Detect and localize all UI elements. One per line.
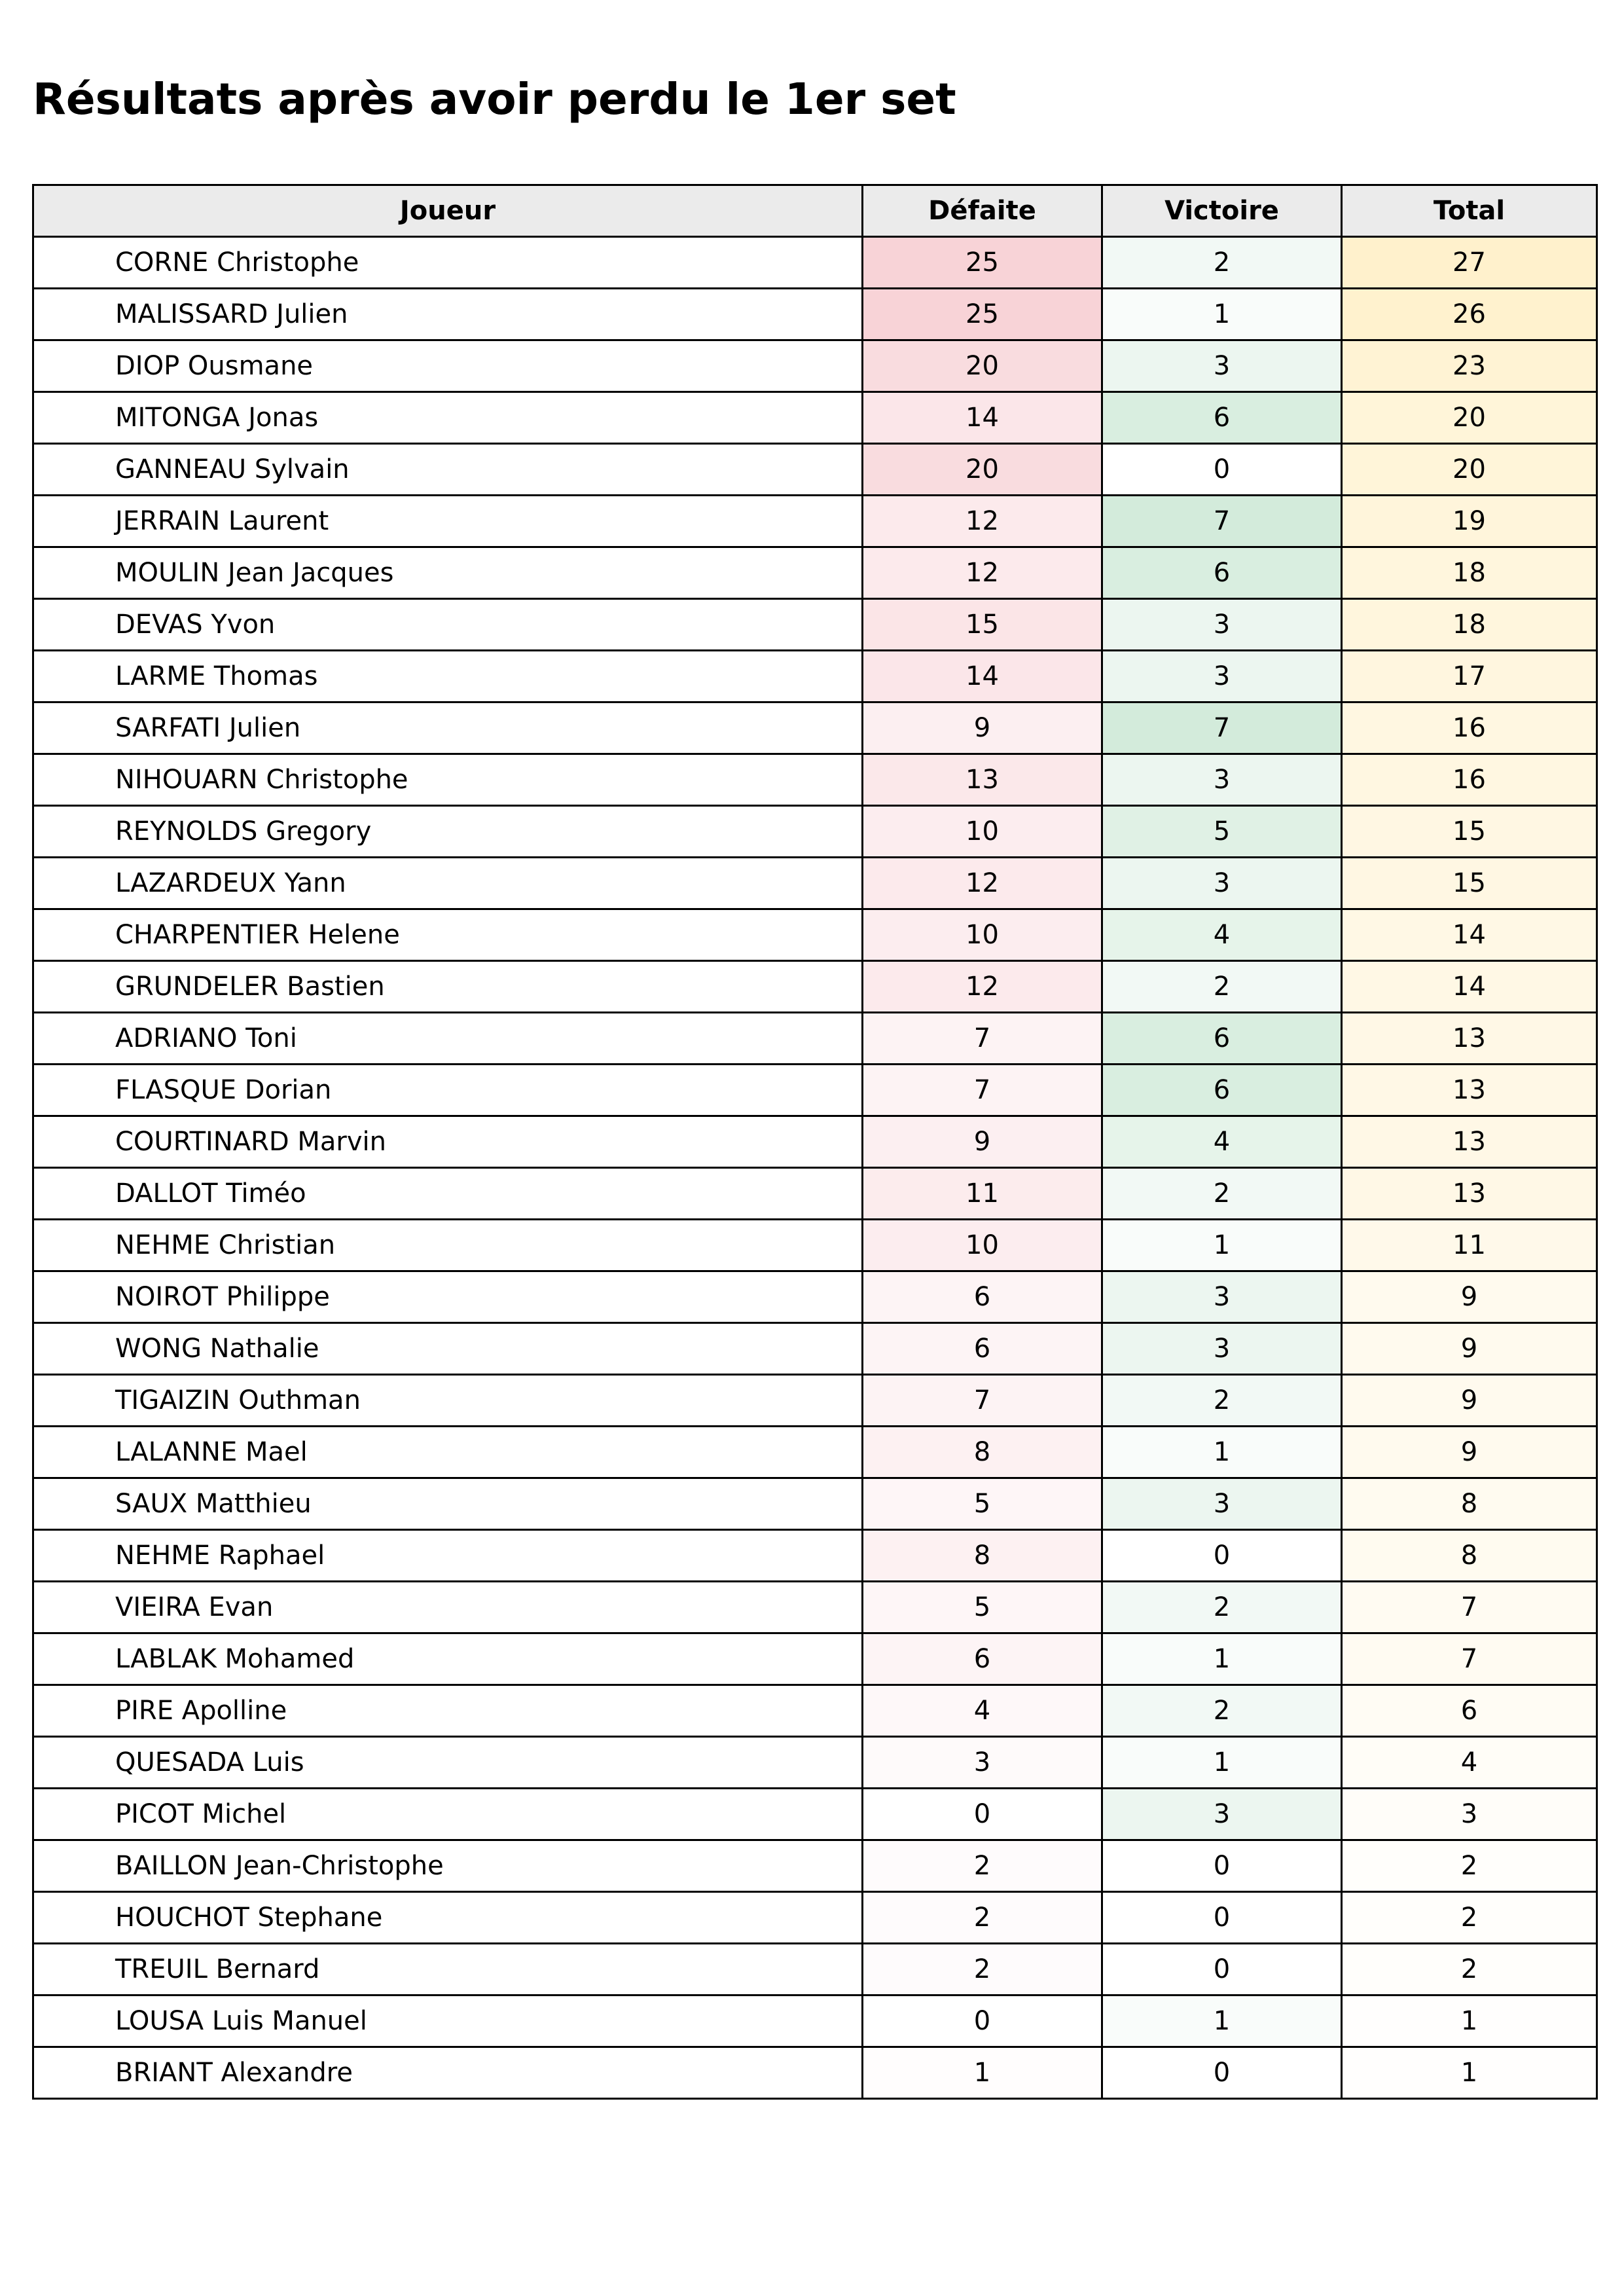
defeat-cell: 20 — [863, 340, 1102, 392]
page-title: Résultats après avoir perdu le 1er set — [33, 74, 956, 124]
player-cell: CHARPENTIER Helene — [33, 909, 863, 961]
defeat-cell: 13 — [863, 754, 1102, 806]
defeat-cell: 1 — [863, 2047, 1102, 2099]
total-cell: 20 — [1342, 444, 1597, 496]
table-row — [33, 1323, 1597, 1375]
defeat-cell: 2 — [863, 1892, 1102, 1944]
defeat-cell: 8 — [863, 1427, 1102, 1478]
player-cell: NOIROT Philippe — [33, 1271, 863, 1323]
player-cell: QUESADA Luis — [33, 1737, 863, 1789]
victory-cell: 0 — [1102, 444, 1342, 496]
table-row — [33, 1737, 1597, 1789]
victory-cell: 3 — [1102, 340, 1342, 392]
player-cell: JERRAIN Laurent — [33, 496, 863, 547]
table-row — [33, 1530, 1597, 1582]
table-row — [33, 909, 1597, 961]
victory-cell: 2 — [1102, 1582, 1342, 1633]
player-cell: MALISSARD Julien — [33, 289, 863, 340]
defeat-cell: 10 — [863, 909, 1102, 961]
defeat-cell: 12 — [863, 496, 1102, 547]
defeat-cell: 12 — [863, 858, 1102, 909]
header-defeat: Défaite — [863, 185, 1102, 237]
table-row — [33, 1220, 1597, 1271]
total-cell: 3 — [1342, 1789, 1597, 1840]
total-cell: 9 — [1342, 1323, 1597, 1375]
defeat-cell: 9 — [863, 1116, 1102, 1168]
victory-cell: 0 — [1102, 1840, 1342, 1892]
victory-cell: 6 — [1102, 392, 1342, 444]
table-row — [33, 496, 1597, 547]
player-cell: NEHME Christian — [33, 1220, 863, 1271]
table-row — [33, 1116, 1597, 1168]
victory-cell: 0 — [1102, 2047, 1342, 2099]
victory-cell: 6 — [1102, 1013, 1342, 1065]
player-cell: LOUSA Luis Manuel — [33, 1995, 863, 2047]
player-cell: NEHME Raphael — [33, 1530, 863, 1582]
table-row — [33, 1065, 1597, 1116]
total-cell: 19 — [1342, 496, 1597, 547]
defeat-cell: 12 — [863, 961, 1102, 1013]
player-cell: DALLOT Timéo — [33, 1168, 863, 1220]
total-cell: 2 — [1342, 1944, 1597, 1995]
header-player: Joueur — [33, 185, 863, 237]
table-row — [33, 289, 1597, 340]
defeat-cell: 14 — [863, 651, 1102, 702]
victory-cell: 0 — [1102, 1530, 1342, 1582]
defeat-cell: 7 — [863, 1375, 1102, 1427]
header-total: Total — [1342, 185, 1597, 237]
total-cell: 8 — [1342, 1530, 1597, 1582]
total-cell: 18 — [1342, 547, 1597, 599]
player-cell: NIHOUARN Christophe — [33, 754, 863, 806]
victory-cell: 6 — [1102, 547, 1342, 599]
results-table — [32, 184, 1598, 2100]
table-body — [33, 237, 1597, 2099]
total-cell: 2 — [1342, 1892, 1597, 1944]
table-row — [33, 1840, 1597, 1892]
total-cell: 20 — [1342, 392, 1597, 444]
total-cell: 13 — [1342, 1116, 1597, 1168]
total-cell: 27 — [1342, 237, 1597, 289]
player-cell: GANNEAU Sylvain — [33, 444, 863, 496]
defeat-cell: 2 — [863, 1840, 1102, 1892]
total-cell: 2 — [1342, 1840, 1597, 1892]
victory-cell: 4 — [1102, 1116, 1342, 1168]
player-cell: PIRE Apolline — [33, 1685, 863, 1737]
victory-cell: 3 — [1102, 1789, 1342, 1840]
defeat-cell: 11 — [863, 1168, 1102, 1220]
player-cell: TIGAIZIN Outhman — [33, 1375, 863, 1427]
defeat-cell: 2 — [863, 1944, 1102, 1995]
table-row — [33, 1375, 1597, 1427]
table-row — [33, 237, 1597, 289]
total-cell: 7 — [1342, 1582, 1597, 1633]
defeat-cell: 0 — [863, 1789, 1102, 1840]
defeat-cell: 6 — [863, 1271, 1102, 1323]
table-row — [33, 1685, 1597, 1737]
total-cell: 4 — [1342, 1737, 1597, 1789]
table-row — [33, 599, 1597, 651]
table-row — [33, 702, 1597, 754]
table-row — [33, 1013, 1597, 1065]
table-row — [33, 392, 1597, 444]
table-row — [33, 806, 1597, 858]
player-cell: TREUIL Bernard — [33, 1944, 863, 1995]
victory-cell: 2 — [1102, 1168, 1342, 1220]
table-row — [33, 2047, 1597, 2099]
player-cell: MITONGA Jonas — [33, 392, 863, 444]
defeat-cell: 7 — [863, 1065, 1102, 1116]
player-cell: MOULIN Jean Jacques — [33, 547, 863, 599]
total-cell: 1 — [1342, 2047, 1597, 2099]
defeat-cell: 10 — [863, 806, 1102, 858]
victory-cell: 3 — [1102, 858, 1342, 909]
defeat-cell: 8 — [863, 1530, 1102, 1582]
header-row — [33, 185, 1597, 237]
table-row — [33, 1271, 1597, 1323]
table-row — [33, 1633, 1597, 1685]
defeat-cell: 10 — [863, 1220, 1102, 1271]
player-cell: LAZARDEUX Yann — [33, 858, 863, 909]
table-row — [33, 1168, 1597, 1220]
defeat-cell: 5 — [863, 1478, 1102, 1530]
victory-cell: 3 — [1102, 754, 1342, 806]
total-cell: 16 — [1342, 754, 1597, 806]
total-cell: 23 — [1342, 340, 1597, 392]
player-cell: LALANNE Mael — [33, 1427, 863, 1478]
total-cell: 9 — [1342, 1271, 1597, 1323]
player-cell: HOUCHOT Stephane — [33, 1892, 863, 1944]
total-cell: 16 — [1342, 702, 1597, 754]
table-row — [33, 1944, 1597, 1995]
player-cell: LARME Thomas — [33, 651, 863, 702]
victory-cell: 1 — [1102, 1995, 1342, 2047]
victory-cell: 3 — [1102, 1323, 1342, 1375]
player-cell: BAILLON Jean-Christophe — [33, 1840, 863, 1892]
victory-cell: 2 — [1102, 1685, 1342, 1737]
table-row — [33, 547, 1597, 599]
player-cell: BRIANT Alexandre — [33, 2047, 863, 2099]
player-cell: DIOP Ousmane — [33, 340, 863, 392]
table-row — [33, 1582, 1597, 1633]
player-cell: VIEIRA Evan — [33, 1582, 863, 1633]
victory-cell: 3 — [1102, 1271, 1342, 1323]
victory-cell: 7 — [1102, 702, 1342, 754]
defeat-cell: 7 — [863, 1013, 1102, 1065]
total-cell: 7 — [1342, 1633, 1597, 1685]
defeat-cell: 0 — [863, 1995, 1102, 2047]
table-row — [33, 961, 1597, 1013]
player-cell: DEVAS Yvon — [33, 599, 863, 651]
defeat-cell: 4 — [863, 1685, 1102, 1737]
defeat-cell: 12 — [863, 547, 1102, 599]
table-row — [33, 1892, 1597, 1944]
total-cell: 6 — [1342, 1685, 1597, 1737]
victory-cell: 1 — [1102, 289, 1342, 340]
defeat-cell: 15 — [863, 599, 1102, 651]
player-cell: CORNE Christophe — [33, 237, 863, 289]
victory-cell: 0 — [1102, 1944, 1342, 1995]
victory-cell: 2 — [1102, 237, 1342, 289]
table-row — [33, 1995, 1597, 2047]
table-row — [33, 1789, 1597, 1840]
victory-cell: 1 — [1102, 1427, 1342, 1478]
player-cell: ADRIANO Toni — [33, 1013, 863, 1065]
header-victory: Victoire — [1102, 185, 1342, 237]
defeat-cell: 20 — [863, 444, 1102, 496]
total-cell: 17 — [1342, 651, 1597, 702]
player-cell: COURTINARD Marvin — [33, 1116, 863, 1168]
player-cell: LABLAK Mohamed — [33, 1633, 863, 1685]
total-cell: 13 — [1342, 1065, 1597, 1116]
table-row — [33, 1478, 1597, 1530]
defeat-cell: 25 — [863, 289, 1102, 340]
victory-cell: 0 — [1102, 1892, 1342, 1944]
victory-cell: 3 — [1102, 1478, 1342, 1530]
total-cell: 14 — [1342, 961, 1597, 1013]
total-cell: 9 — [1342, 1427, 1597, 1478]
table-header — [33, 185, 1597, 237]
victory-cell: 3 — [1102, 651, 1342, 702]
player-cell: SAUX Matthieu — [33, 1478, 863, 1530]
victory-cell: 4 — [1102, 909, 1342, 961]
table-row — [33, 754, 1597, 806]
defeat-cell: 3 — [863, 1737, 1102, 1789]
defeat-cell: 14 — [863, 392, 1102, 444]
total-cell: 11 — [1342, 1220, 1597, 1271]
total-cell: 1 — [1342, 1995, 1597, 2047]
total-cell: 14 — [1342, 909, 1597, 961]
total-cell: 13 — [1342, 1013, 1597, 1065]
player-cell: FLASQUE Dorian — [33, 1065, 863, 1116]
table-row — [33, 340, 1597, 392]
victory-cell: 1 — [1102, 1633, 1342, 1685]
victory-cell: 1 — [1102, 1220, 1342, 1271]
total-cell: 18 — [1342, 599, 1597, 651]
table-row — [33, 1427, 1597, 1478]
player-cell: REYNOLDS Gregory — [33, 806, 863, 858]
player-cell: WONG Nathalie — [33, 1323, 863, 1375]
player-cell: PICOT Michel — [33, 1789, 863, 1840]
victory-cell: 2 — [1102, 1375, 1342, 1427]
player-cell: GRUNDELER Bastien — [33, 961, 863, 1013]
defeat-cell: 5 — [863, 1582, 1102, 1633]
total-cell: 9 — [1342, 1375, 1597, 1427]
victory-cell: 1 — [1102, 1737, 1342, 1789]
victory-cell: 7 — [1102, 496, 1342, 547]
player-cell: SARFATI Julien — [33, 702, 863, 754]
defeat-cell: 6 — [863, 1323, 1102, 1375]
victory-cell: 6 — [1102, 1065, 1342, 1116]
defeat-cell: 9 — [863, 702, 1102, 754]
total-cell: 15 — [1342, 858, 1597, 909]
total-cell: 15 — [1342, 806, 1597, 858]
victory-cell: 3 — [1102, 599, 1342, 651]
table-row — [33, 444, 1597, 496]
victory-cell: 2 — [1102, 961, 1342, 1013]
table-row — [33, 651, 1597, 702]
victory-cell: 5 — [1102, 806, 1342, 858]
total-cell: 8 — [1342, 1478, 1597, 1530]
table-row — [33, 858, 1597, 909]
defeat-cell: 25 — [863, 237, 1102, 289]
defeat-cell: 6 — [863, 1633, 1102, 1685]
total-cell: 26 — [1342, 289, 1597, 340]
total-cell: 13 — [1342, 1168, 1597, 1220]
